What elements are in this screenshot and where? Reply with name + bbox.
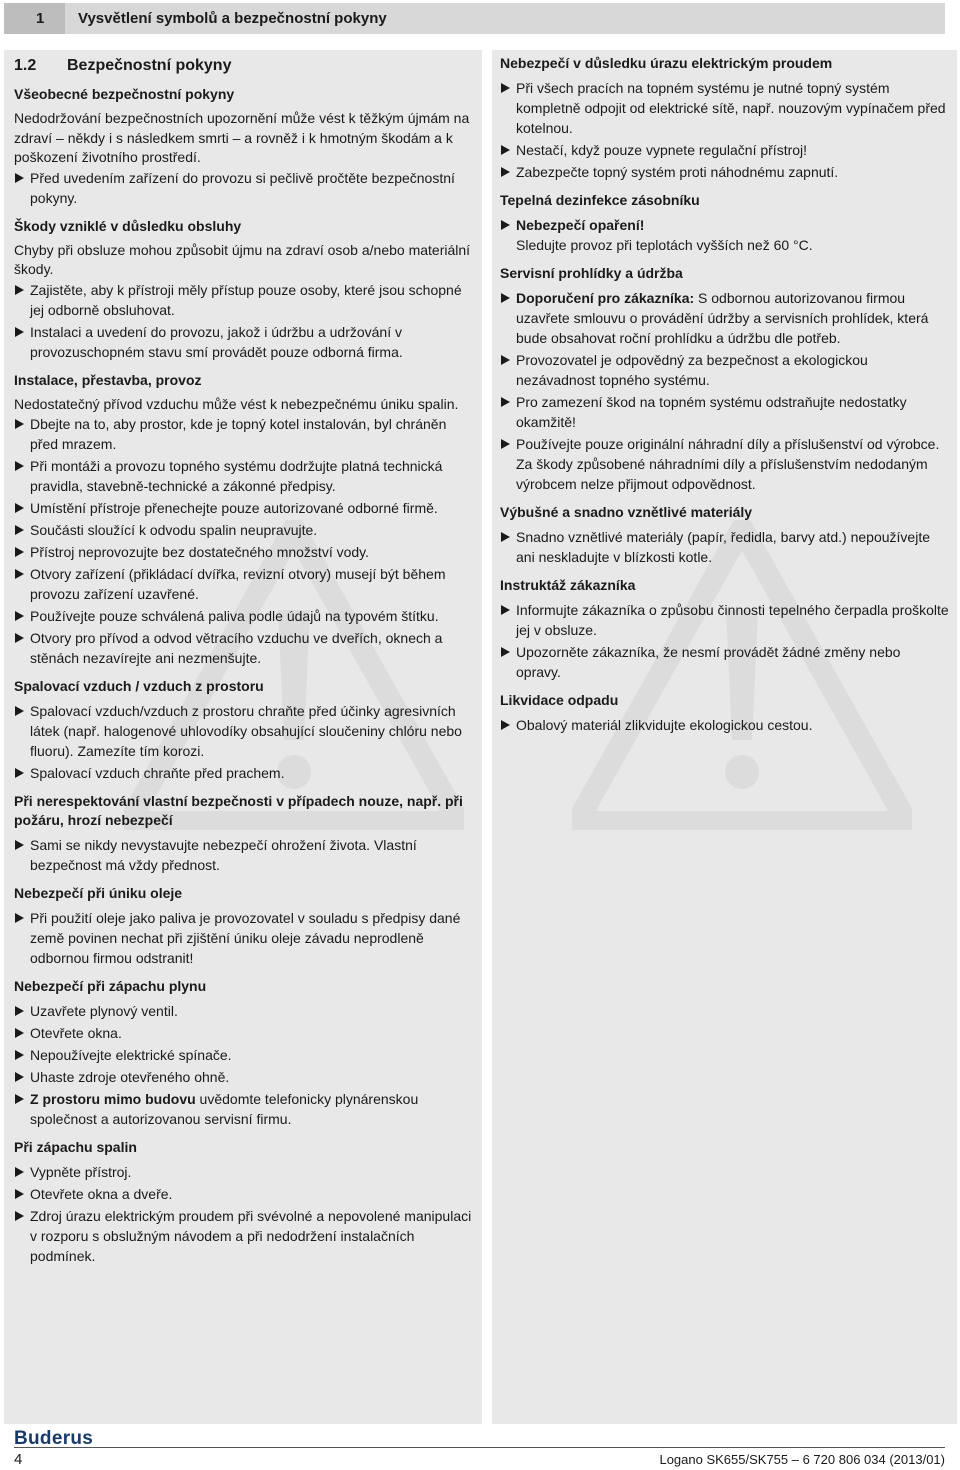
list-disposal <box>500 715 949 735</box>
list-item: Zabezpečte topný systém proti náhodnému zapnutí. <box>500 162 949 182</box>
triangle-bullet-icon <box>501 397 510 407</box>
heading-operation-damage: Škody vzniklé v důsledku obsluhy <box>14 217 242 234</box>
list-item: Nepoužívejte elektrické spínače. <box>14 1045 472 1065</box>
list-item: Provozovatel je odpovědný za bezpečnost a ekologickou nezávadnost topného systému. <box>500 350 949 390</box>
list-item: Umístění přístroje přenechejte pouze autorizované odborné firmě. <box>14 498 472 518</box>
list-item: Nebezpečí opaření! Sledujte provoz při teplotách vyšších než 60 °C. <box>500 215 949 255</box>
footer-divider <box>14 1447 945 1448</box>
list-item: Zajistěte, aby k přístroji měly přístup pouze osoby, které jsou schopné jej odborně obsluhovat. <box>14 280 472 320</box>
triangle-bullet-icon <box>15 327 24 337</box>
triangle-bullet-icon <box>15 913 24 923</box>
list-item: Uzavřete plynový ventil. <box>14 1001 472 1021</box>
section-title: 1.2 Bezpečnostní pokyny <box>14 57 232 74</box>
list-general-safety <box>14 168 472 208</box>
list-item: Otevřete okna a dveře. <box>14 1184 472 1204</box>
document-info: Logano SK655/SK755 – 6 720 806 034 (2013/01) <box>659 1452 945 1467</box>
list-item: Informujte zákazníka o způsobu činnosti tepelného čerpadla proškolte jej v obsluze. <box>500 600 949 640</box>
list-item: Spalovací vzduch chraňte před prachem. <box>14 763 472 783</box>
list-item: Při montáži a provozu topného systému dodržujte platná technická pravidla, stavebně-technické a zákonné předpisy. <box>14 456 472 496</box>
chapter-number: 1 <box>4 3 65 34</box>
heading-installation: Instalace, přestavba, provoz <box>14 371 202 388</box>
page-number: 4 <box>14 1451 23 1468</box>
list-item: Snadno vznětlivé materiály (papír, ředidla, barvy atd.) nepoužívejte ani neskladujte v blízkosti kotle. <box>500 527 949 567</box>
list-service <box>500 288 949 494</box>
chapter-title: Vysvětlení symbolů a bezpečnostní pokyny <box>78 10 387 27</box>
triangle-bullet-icon <box>501 167 510 177</box>
triangle-bullet-icon <box>15 461 24 471</box>
list-item: Z prostoru mimo budovu uvědomte telefonicky plynárenskou společnost a autorizovanou servisní firmu. <box>14 1089 472 1129</box>
list-item: Používejte pouze schválená paliva podle údajů na typovém štítku. <box>14 606 472 626</box>
list-item: Přístroj neprovozujte bez dostatečného množství vody. <box>14 542 472 562</box>
heading-flue-smell: Při zápachu spalin <box>14 1139 137 1155</box>
heading-electric-shock: Nebezpečí v důsledku úrazu elektrickým proudem <box>500 55 833 71</box>
heading-emergency: Při nerespektování vlastní bezpečnosti v případech nouze, např. při požáru, hrozí nebezpečí <box>14 793 463 828</box>
heading-disposal: Likvidace odpadu <box>500 692 619 708</box>
triangle-bullet-icon <box>15 1006 24 1016</box>
paragraph-installation: Nedostatečný přívod vzduchu může vést k nebezpečnému úniku spalin. <box>14 395 459 412</box>
heading-service: Servisní prohlídky a údržba <box>500 265 683 281</box>
heading-disinfection: Tepelná dezinfekce zásobníku <box>500 192 700 208</box>
triangle-bullet-icon <box>501 605 510 615</box>
list-emergency <box>14 835 472 875</box>
list-item: Součásti sloužící k odvodu spalin neupravujte. <box>14 520 472 540</box>
triangle-bullet-icon <box>501 720 510 730</box>
triangle-bullet-icon <box>15 1094 24 1104</box>
list-item: Nestačí, když pouze vypnete regulační přístroj! <box>500 140 949 160</box>
triangle-bullet-icon <box>15 569 24 579</box>
list-item: Při použití oleje jako paliva je provozovatel v souladu s předpisy dané země povinen nechat při zjištění úniku oleje závadu neprodleně odbornou firmou odstranit! <box>14 908 472 968</box>
triangle-bullet-icon <box>501 83 510 93</box>
list-gas-smell <box>14 1001 472 1129</box>
triangle-bullet-icon <box>15 173 24 183</box>
paragraph-operation-damage: Chyby při obsluze mohou způsobit újmu na zdraví osob a/nebo materiální škody. <box>14 241 471 277</box>
triangle-bullet-icon <box>15 1211 24 1221</box>
heading-gas-smell: Nebezpečí při zápachu plynu <box>14 978 207 994</box>
triangle-bullet-icon <box>501 439 510 449</box>
list-item: Otevřete okna. <box>14 1023 472 1043</box>
list-oil-leak <box>14 908 472 968</box>
buderus-logo: Buderus <box>14 1428 94 1449</box>
list-item: Dbejte na to, aby prostor, kde je topný kotel instalován, byl chráněn před mrazem. <box>14 414 472 454</box>
list-item: Sami se nikdy nevystavujte nebezpečí ohrožení života. Vlastní bezpečnost má vždy přednost. <box>14 835 472 875</box>
list-item: Zdroj úrazu elektrickým proudem při svévolné a nepovolené manipulaci v rozporu s obslužným návodem a při nedodržení instalačních podmínek. <box>14 1206 472 1266</box>
list-item: Uhaste zdroje otevřeného ohně. <box>14 1067 472 1087</box>
triangle-bullet-icon <box>501 532 510 542</box>
list-item: Obalový materiál zlikvidujte ekologickou cestou. <box>500 715 949 735</box>
list-installation <box>14 414 472 668</box>
triangle-bullet-icon <box>501 293 510 303</box>
triangle-bullet-icon <box>15 611 24 621</box>
triangle-bullet-icon <box>15 419 24 429</box>
list-operation-damage <box>14 280 472 362</box>
list-item: Vypněte přístroj. <box>14 1162 472 1182</box>
heading-general-safety: Všeobecné bezpečnostní pokyny <box>14 86 235 102</box>
triangle-bullet-icon <box>15 525 24 535</box>
list-item: Při všech pracích na topném systému je nutné topný systém kompletně odpojit od elektrické sítě, např. nouzovým vypínačem před kotelnou. <box>500 78 949 138</box>
list-customer-instruction <box>500 600 949 682</box>
list-item: Používejte pouze originální náhradní díly a příslušenství od výrobce. Za škody způsobené náhradními díly a příslušenstvím nedodaným výrobcem nelze přijmout odpovědnost. <box>500 434 949 494</box>
triangle-bullet-icon <box>15 633 24 643</box>
triangle-bullet-icon <box>501 220 510 230</box>
list-item: Pro zamezení škod na topném systému odstraňujte nedostatky okamžitě! <box>500 392 949 432</box>
triangle-bullet-icon <box>15 840 24 850</box>
list-item: Před uvedením zařízení do provozu si pečlivě pročtěte bezpečnostní pokyny. <box>14 168 472 208</box>
triangle-bullet-icon <box>15 1072 24 1082</box>
list-item: Instalaci a uvedení do provozu, jakož i údržbu a udržování v provozuschopném stavu smí provádět pouze odborná firma. <box>14 322 472 362</box>
triangle-bullet-icon <box>15 768 24 778</box>
triangle-bullet-icon <box>15 547 24 557</box>
triangle-bullet-icon <box>15 1050 24 1060</box>
triangle-bullet-icon <box>15 706 24 716</box>
paragraph-general-safety: Nedodržování bezpečnostních upozornění může vést k těžkým újmám na zdraví – někdy i s následkem smrti – a rovněž i k hmotným škodám a k poškození životního prostředí. <box>14 110 470 165</box>
list-disinfection <box>500 215 949 255</box>
heading-customer-instruction: Instruktáž zákazníka <box>500 577 636 593</box>
list-combustion-air <box>14 701 472 783</box>
triangle-bullet-icon <box>15 285 24 295</box>
triangle-bullet-icon <box>15 1167 24 1177</box>
triangle-bullet-icon <box>501 145 510 155</box>
list-flue-smell <box>14 1162 472 1266</box>
triangle-bullet-icon <box>501 647 510 657</box>
right-column <box>492 50 957 1424</box>
triangle-bullet-icon <box>15 503 24 513</box>
list-item: Doporučení pro zákazníka: S odbornou autorizovanou firmou uzavřete smlouvu o provádění údržby a servisních prohlídek, která bude obsahovat roční prohlídku a údržbu dle potřeb. <box>500 288 949 348</box>
list-item: Otvory pro přívod a odvod větracího vzduchu ve dveřích, oknech a stěnách nezavírejte ani nezmenšujte. <box>14 628 472 668</box>
list-item: Upozorněte zákazníka, že nesmí provádět žádné změny nebo opravy. <box>500 642 949 682</box>
list-item: Spalovací vzduch/vzduch z prostoru chraňte před účinky agresivních látek (např. halogenové uhlovodíky obsahující sloučeniny chlóru nebo fluoru). Zamezíte tím korozi. <box>14 701 472 761</box>
chapter-header <box>4 3 945 34</box>
heading-combustion-air: Spalovací vzduch / vzduch z prostoru <box>14 678 264 694</box>
left-column <box>4 50 482 1424</box>
heading-flammable: Výbušné a snadno vznětlivé materiály <box>500 504 753 520</box>
list-item: Otvory zařízení (přikládací dvířka, revizní otvory) musejí být během provozu zařízení uzavřené. <box>14 564 472 604</box>
heading-oil-leak: Nebezpečí při úniku oleje <box>14 885 183 901</box>
triangle-bullet-icon <box>501 355 510 365</box>
list-flammable <box>500 527 949 567</box>
triangle-bullet-icon <box>15 1189 24 1199</box>
list-electric-shock <box>500 78 949 182</box>
triangle-bullet-icon <box>15 1028 24 1038</box>
